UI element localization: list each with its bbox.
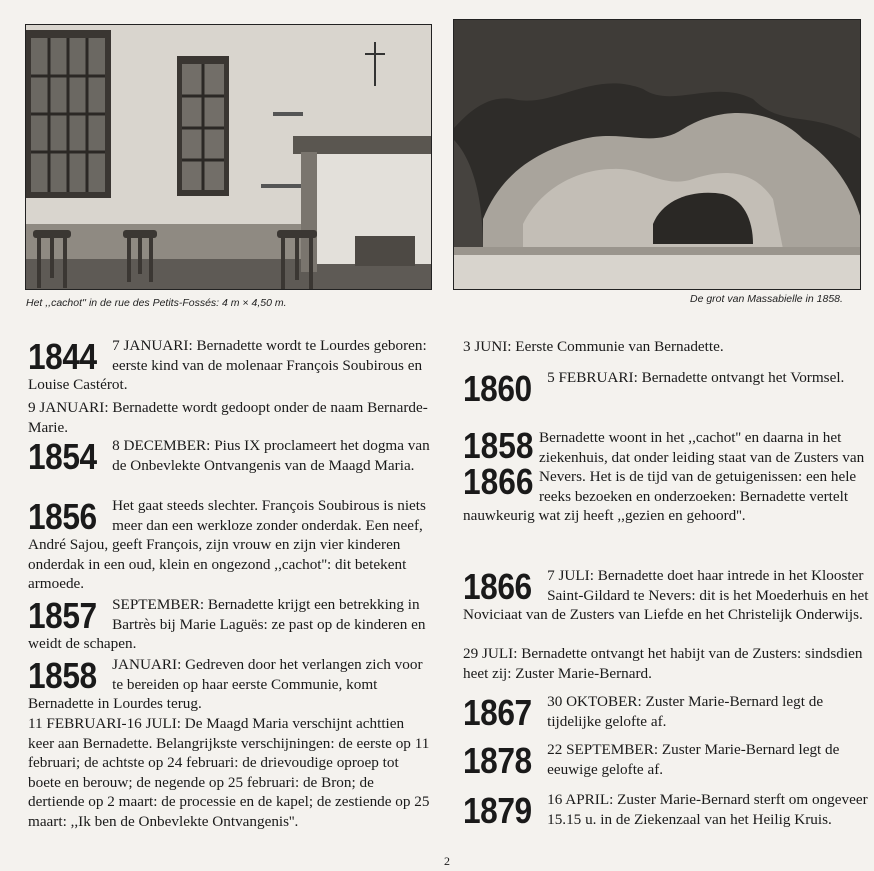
entry-text: 29 JULI: Bernadette ontvangt het habijt van de Zusters: sindsdien heet zij: Zuster Marie-Bernard.: [463, 645, 863, 682]
entry-1857: [28, 595, 434, 654]
page-number: 2: [444, 854, 450, 868]
year-1854: 1854: [28, 436, 97, 477]
year-1878: 1878: [463, 740, 532, 781]
entry-text: 9 JANUARI: Bernadette wordt gedoopt onder de naam Bernarde-Marie.: [28, 399, 428, 436]
year-1858: 1858: [28, 655, 97, 696]
entry-3-juni: [463, 337, 869, 357]
year-1858-start: 1858: [463, 425, 534, 466]
entry-text: SEPTEMBER: Bernadette krijgt een betrekking in Bartrès bij Marie Laguës: ze past op de kinderen en weidt de schapen.: [28, 596, 426, 652]
entry-text: 16 APRIL: Zuster Marie-Bernard sterft om ongeveer 15.15 u. in de Ziekenzaal van het Heilig Kruis.: [547, 791, 868, 828]
entry-text: 8 DECEMBER: Pius IX proclameert het dogma van de Onbevlekte Ontvangenis van de Maagd Maria.: [112, 437, 430, 474]
grotto-caption: De grot van Massabielle in 1858.: [690, 293, 843, 305]
entry-1867: [463, 692, 869, 731]
entry-text: 11 FEBRUARI-16 JULI: De Maagd Maria verschijnt achttien keer aan Bernadette. Belangrijkste verschijningen: de eerste op 11 februari; de achtste op 24 februari: de drievoudige oproep tot boete en berouw; de negende op 25 februari: de Bron; de dertiende op 2 maart: de processie en de kapel; de zestiende op 25 maart: ,,Ik ben de Onbevlekte Ontvangenis''.: [28, 715, 430, 830]
cachot-caption: Het ,,cachot'' in de rue des Petits-Fossés: 4 m × 4,50 m.: [26, 297, 287, 309]
year-1844: 1844: [28, 336, 97, 377]
entry-29-juli: [463, 644, 869, 683]
entry-text: 7 JULI: Bernadette doet haar intrede in het Klooster Saint-Gildard te Nevers: dit is het Moederhuis en het Noviciaat van de Zusters van Liefde en het Christelijk Onderwijs.: [463, 567, 869, 623]
entry-text: 3 JUNI: Eerste Communie van Bernadette.: [463, 338, 724, 355]
entry-1858-1866: [463, 425, 869, 526]
entry-1856: [28, 496, 434, 594]
entry-1878: [463, 740, 869, 779]
entry-text: JANUARI: Gedreven door het verlangen zich voor te bereiden op haar eerste Communie, komt Bernadette in Lourdes terug.: [28, 656, 423, 712]
year-1857: 1857: [28, 595, 97, 636]
entry-text: 22 SEPTEMBER: Zuster Marie-Bernard legt de eeuwige gelofte af.: [547, 741, 840, 778]
entry-1866: [463, 566, 869, 625]
entry-1844: [28, 336, 434, 395]
entry-1858: [28, 655, 434, 714]
year-1860: 1860: [463, 368, 532, 409]
entry-1854: [28, 436, 434, 475]
grotto-photo: [453, 19, 861, 290]
year-range: [463, 425, 534, 502]
cachot-photo: [25, 24, 432, 290]
year-1866: 1866: [463, 566, 532, 607]
year-1867: 1867: [463, 692, 532, 733]
entry-apparitions: [28, 714, 434, 831]
entry-1860: [463, 368, 869, 409]
entry-text: 5 FEBRUARI: Bernadette ontvangt het Vormsel.: [547, 369, 845, 386]
year-1879: 1879: [463, 790, 532, 831]
year-1866-end: 1866: [463, 461, 534, 502]
entry-text: 30 OKTOBER: Zuster Marie-Bernard legt de tijdelijke gelofte af.: [547, 693, 824, 730]
entry-text: Bernadette woont in het ,,cachot'' en daarna in het ziekenhuis, dat onder leiding staat van de Zusters van Nevers. Het is de tijd van de getuigenissen: een hele reeks bezoeken en onderzoeken: Bernadette vertelt nauwkeurig wat zij heeft ,,gezien en gehoord''.: [463, 429, 865, 524]
entry-1879: [463, 790, 869, 829]
entry-text: 7 JANUARI: Bernadette wordt te Lourdes geboren: eerste kind van de molenaar François Soubirous en Louise Castérot.: [28, 337, 427, 393]
entry-text: Het gaat steeds slechter. François Soubirous is niets meer dan een werkloze zonder onderdak. Een neef, André Sajou, geeft François, zijn vrouw en zijn vier kinderen onderdak in een oud, klein en ongezond ,,cachot'': dit betekent armoede.: [28, 497, 426, 592]
year-1856: 1856: [28, 496, 97, 537]
entry-9-januari: [28, 398, 434, 437]
